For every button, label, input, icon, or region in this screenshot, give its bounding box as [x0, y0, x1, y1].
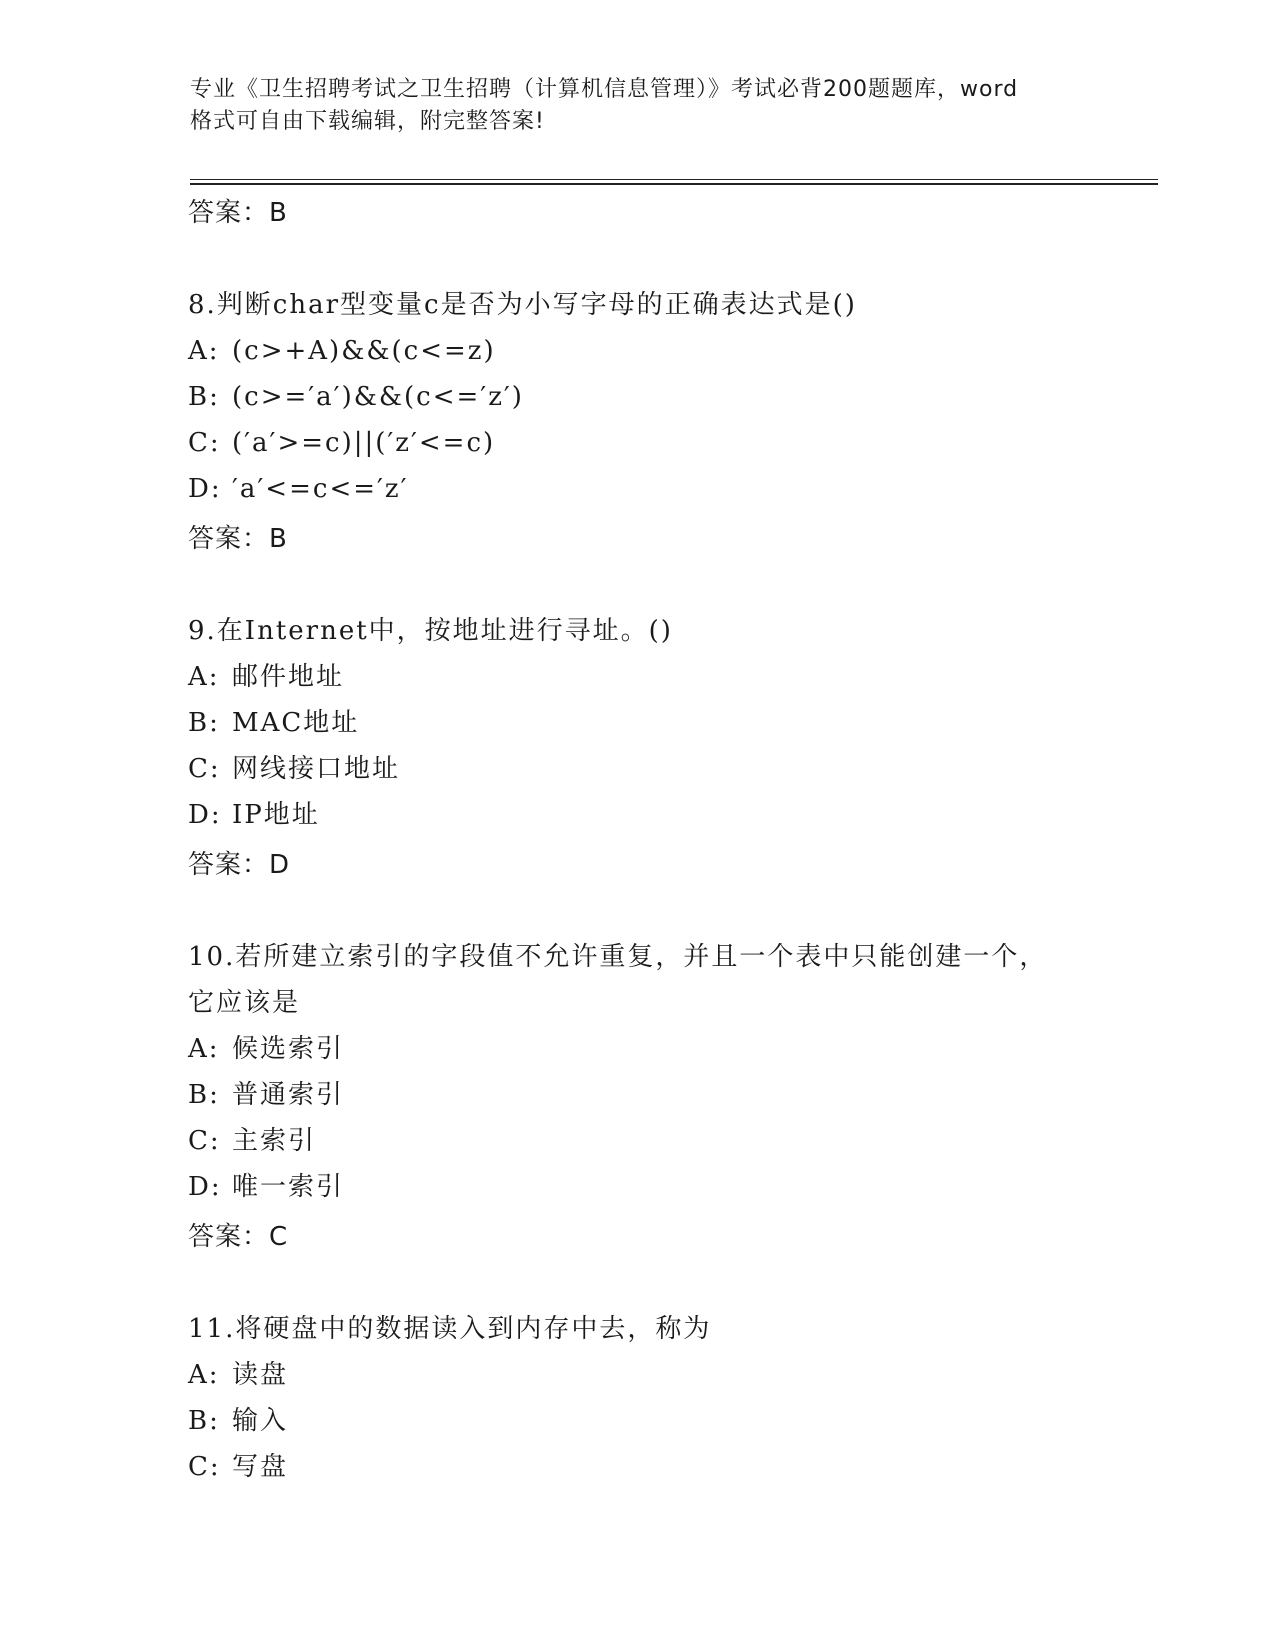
option-letter: C:: [188, 1452, 221, 1482]
option-item: [188, 746, 1148, 792]
option-text: (c>=′a′)&&(c<=′z′): [232, 382, 524, 412]
header-divider: [190, 179, 1158, 180]
option-letter: A:: [188, 662, 220, 692]
option-letter: C:: [188, 428, 221, 458]
option-item: [188, 1118, 1148, 1164]
option-text: (c>+A)&&(c<=z): [232, 336, 496, 366]
answer-line: 答案：B: [188, 524, 288, 554]
question-text: 11.将硬盘中的数据读入到内存中去，称为: [188, 1314, 712, 1344]
question-list: [188, 186, 1148, 1490]
option-text: IP地址: [232, 800, 320, 830]
option-item: [188, 1072, 1148, 1118]
option-text: 主索引: [232, 1126, 317, 1156]
question-block: [188, 934, 1148, 1264]
option-letter: D:: [188, 1172, 222, 1202]
option-letter: B:: [188, 708, 220, 738]
option-letter: B:: [188, 1080, 220, 1110]
option-text: 候选索引: [232, 1034, 345, 1064]
option-item: [188, 1444, 1148, 1490]
option-letter: B:: [188, 382, 220, 412]
option-text: 网线接口地址: [232, 754, 401, 784]
option-text: 输入: [232, 1406, 289, 1436]
option-text: ′a′<=c<=′z′: [232, 474, 409, 504]
option-letter: B:: [188, 1406, 220, 1436]
option-item: [188, 1352, 1148, 1398]
option-letter: A:: [188, 336, 220, 366]
option-item: [188, 420, 1148, 466]
option-text: MAC地址: [232, 708, 360, 738]
option-text: (′a′>=c)||(′z′<=c): [232, 428, 496, 458]
option-item: [188, 328, 1148, 374]
header-divider-thick: [190, 183, 1158, 185]
option-item: [188, 654, 1148, 700]
document-header: [190, 74, 1090, 138]
header-line-2: 格式可自由下载编辑，附完整答案!: [190, 109, 545, 134]
option-item: [188, 1398, 1148, 1444]
option-letter: C:: [188, 1126, 221, 1156]
question-block: [188, 608, 1148, 892]
option-letter: A:: [188, 1034, 220, 1064]
header-line-1: 专业《卫生招聘考试之卫生招聘（计算机信息管理）》考试必背200题题库，word: [190, 77, 1019, 102]
question-gap: [188, 1264, 1148, 1306]
option-text: 普通索引: [232, 1080, 345, 1110]
question-text: 它应该是: [188, 988, 301, 1018]
answer-line: 答案：B: [188, 198, 288, 228]
option-text: 唯一索引: [232, 1172, 345, 1202]
answer-line: 答案：C: [188, 1222, 289, 1252]
option-letter: C:: [188, 754, 221, 784]
option-letter: A:: [188, 1360, 220, 1390]
option-item: [188, 792, 1148, 838]
option-text: 写盘: [232, 1452, 289, 1482]
question-block: [188, 282, 1148, 566]
answer-line: 答案：D: [188, 850, 291, 880]
option-letter: D:: [188, 800, 222, 830]
option-text: 读盘: [232, 1360, 289, 1390]
option-item: [188, 1026, 1148, 1072]
option-item: [188, 700, 1148, 746]
option-letter: D:: [188, 474, 222, 504]
question-block: [188, 1306, 1148, 1490]
question-text: 10.若所建立索引的字段值不允许重复，并且一个表中只能创建一个，: [188, 942, 1048, 972]
option-item: [188, 1164, 1148, 1210]
question-gap: [188, 240, 1148, 282]
question-text: 8.判断char型变量c是否为小写字母的正确表达式是(): [188, 290, 857, 320]
option-item: [188, 374, 1148, 420]
question-gap: [188, 566, 1148, 608]
question-gap: [188, 892, 1148, 934]
option-item: [188, 466, 1148, 512]
question-text: 9.在Internet中，按地址进行寻址。(): [188, 616, 673, 646]
option-text: 邮件地址: [232, 662, 345, 692]
